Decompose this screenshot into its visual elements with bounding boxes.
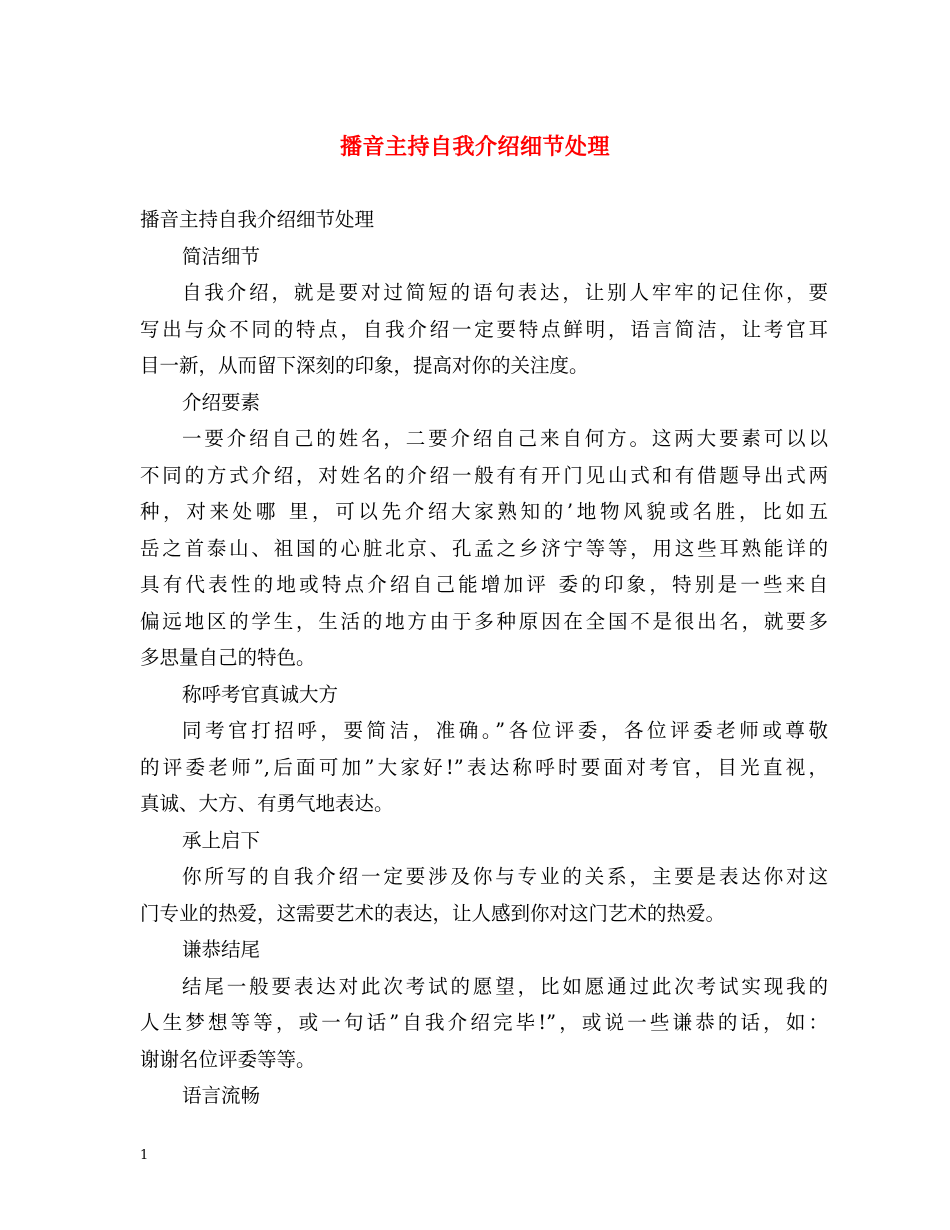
paragraph-line: 谢谢名位评委等等。 [140,1047,316,1071]
paragraph-line: 门专业的热爱，这需要艺术的表达，让人感到你对这门艺术的热爱。 [140,901,726,925]
paragraph-line: 你所写的自我介绍一定要涉及你与专业的关系，主要是表达你对这 [182,865,828,888]
paragraph-line: 人生梦想等等，或一句话”自我介绍完毕!”，或说一些谦恭的话，如： [140,1011,828,1034]
paragraph-line: 目一新，从而留下深刻的印象，提高对你的关注度。 [140,354,589,377]
section-heading-fluent-language: 语言流畅 [182,1084,261,1107]
paragraph-line: 写出与众不同的特点，自我介绍一定要特点鲜明，语言简洁，让考官耳 [140,317,828,341]
paragraph-line: 偏远地区的学生，生活的地方由于多种原因在全国不是很出名，就要多 [140,609,828,633]
paragraph-line: 岳之首泰山、祖国的心脏北京、孔孟之乡济宁等等，用这些耳熟能详的 [140,536,828,560]
paragraph-line: 种，对来处哪 里，可以先介绍大家熟知的’地物风貌或名胜，比如五 [140,500,828,523]
document-title: 播音主持自我介绍细节处理 [339,134,610,160]
section-heading-address-examiners: 称呼考官真诚大方 [182,682,339,706]
paragraph-line: 多思量自己的特色。 [140,646,316,669]
paragraph-line: 一要介绍自己的姓名，二要介绍自己来自何方。这两大要素可以以 [182,427,828,450]
paragraph-line: 不同的方式介绍，对姓名的介绍一般有有开门见山式和有借题导出式两 [140,463,828,487]
document-body [140,202,828,1115]
body-line-subtitle: 播音主持自我介绍细节处理 [140,208,375,231]
paragraph-line: 真诚、大方、有勇气地表达。 [140,792,394,815]
section-heading-transition: 承上启下 [182,828,261,852]
section-heading-concise-details: 简洁细节 [182,244,261,268]
paragraph-line: 具有代表性的地或特点介绍自己能增加评 委的印象，特别是一些来自 [140,573,828,596]
section-heading-intro-elements: 介绍要素 [182,390,261,414]
page-number: 1 [140,1148,149,1163]
paragraph-line: 自我介绍，就是要对过简短的语句表达，让别人牢牢的记住你，要 [182,281,828,304]
paragraph-line: 结尾一般要表达对此次考试的愿望，比如愿通过此次考试实现我的 [182,974,828,998]
paragraph-line: 的评委老师”,后面可加”大家好!”表达称呼时要面对考官，目光直视， [140,755,828,779]
section-heading-humble-ending: 谦恭结尾 [182,938,261,961]
paragraph-line: 同考官打招呼，要简洁，准确。”各位评委，各位评委老师或尊敬 [182,719,828,742]
